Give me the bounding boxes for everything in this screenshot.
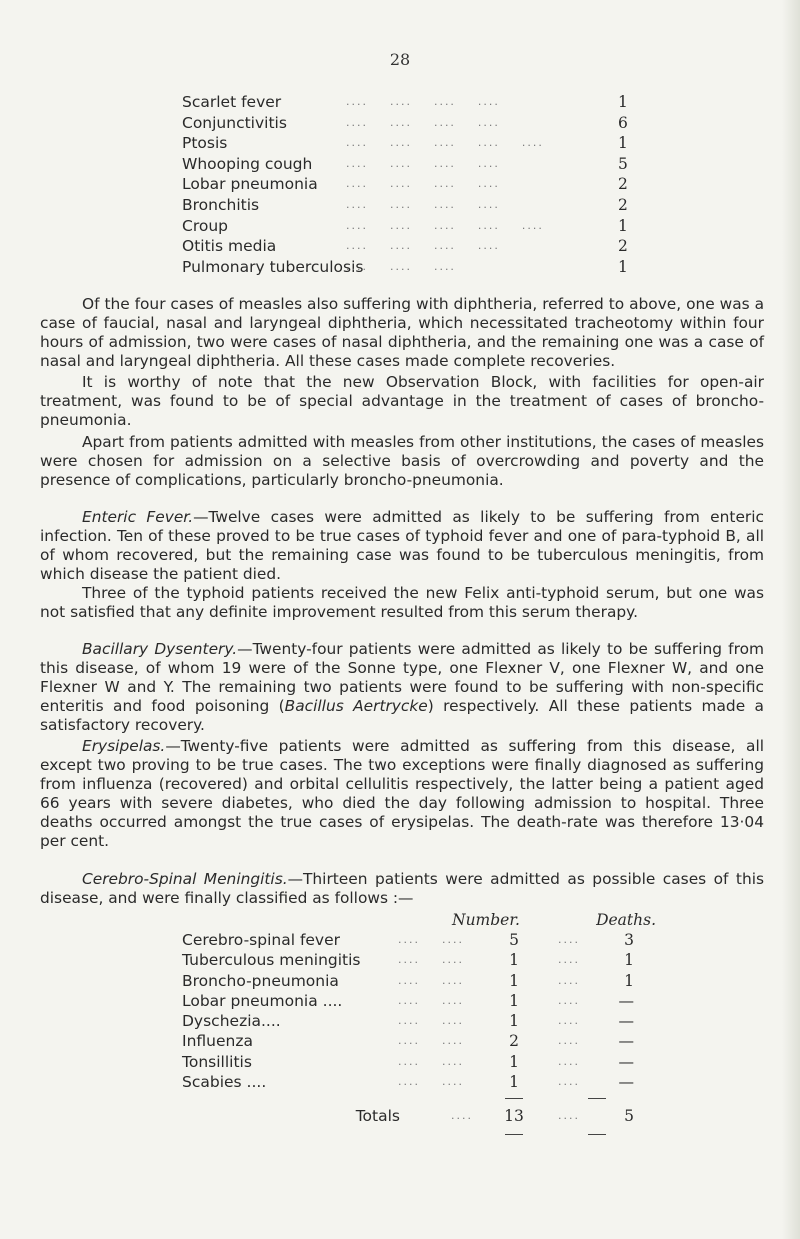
table-row	[182, 971, 742, 991]
leader-dots: ....	[451, 1109, 473, 1123]
leader-dots: .... .... .... ....	[346, 239, 500, 253]
table-row	[182, 1031, 742, 1051]
leader-dots: .... ....	[398, 933, 464, 946]
list-item	[182, 236, 642, 257]
section-heading-erysipelas: Erysipelas.	[82, 737, 166, 755]
page-edge-shadow	[782, 0, 800, 1239]
paragraph-measles-diphtheria: Of the four cases of measles also suffering with diphtheria, referred to above, one was a case of faucial, nasal and laryngeal diphtheria, which necessitated tracheotomy within four hours of admission, two were cases of nasal diphtheria, and the remaining one was a case of nasal and laryngeal diphtheria. All these cases made complete recoveries.	[40, 295, 764, 370]
leader-dots: ....	[558, 973, 580, 987]
list-item-label: Otitis media	[182, 237, 277, 256]
row-deaths: —	[618, 991, 634, 1010]
totals-number: 13	[504, 1107, 524, 1126]
list-item-value: 2	[618, 175, 628, 194]
row-deaths: —	[618, 1052, 634, 1071]
row-label: Broncho-pneumonia	[182, 971, 339, 990]
list-item	[182, 113, 642, 134]
row-number: 1	[509, 971, 519, 990]
list-item-label: Ptosis	[182, 134, 228, 153]
row-label: Lobar pneumonia ....	[182, 991, 343, 1010]
table-header	[182, 910, 742, 930]
leader-dots: ....	[558, 1014, 580, 1028]
leader-dots: ....	[558, 1034, 580, 1048]
row-label: Influenza	[182, 1032, 253, 1051]
dysentery-text-a: —Twenty-four patients were admitted as likely to be suffering from this disease, of whom 19 were of the Sonne type, one Flexner V, one Flexner W, and one Flexner W and Y. The remaining two patients were found to be suffering with non-specific enteritis and food poisoning (	[40, 640, 764, 715]
table-row	[182, 991, 742, 1011]
paragraph-typhoid-serum: Three of the typhoid patients received the new Felix anti-typhoid serum, but one was not satisfied that any definite improvement resulted from this serum therapy.	[40, 584, 764, 621]
rule-row-bottom	[182, 1128, 742, 1142]
list-item-value: 1	[618, 93, 628, 111]
totals-label: Totals	[355, 1107, 400, 1126]
leader-dots: .... ....	[398, 1034, 464, 1048]
leader-dots: .... ....	[398, 973, 464, 987]
paragraph-erysipelas	[40, 737, 764, 850]
table-row	[182, 930, 742, 950]
leader-dots: .... ....	[398, 953, 464, 967]
divider-rule	[505, 1134, 523, 1142]
leader-dots: .... .... ....	[346, 259, 456, 273]
leader-dots: .... .... .... ....	[346, 156, 500, 170]
list-item	[182, 257, 642, 278]
list-item	[182, 92, 642, 113]
paragraph-bacillary-dysentery	[40, 640, 764, 735]
list-item	[182, 216, 642, 237]
table-row	[182, 950, 742, 970]
paragraph-observation-block: It is worthy of note that the new Observation Block, with facilities for open-air treatment, was found to be of special advantage in the treatment of cases of broncho-pneumonia.	[40, 373, 764, 429]
row-number: 1	[509, 1012, 519, 1031]
row-number: 1	[509, 951, 519, 970]
list-item-label: Croup	[182, 216, 229, 235]
list-item-value: 1	[618, 257, 628, 276]
list-item	[182, 174, 642, 195]
list-item-label: Scarlet fever	[182, 93, 282, 111]
paragraph-cerebro-spinal-meningitis	[40, 870, 764, 908]
row-number: 1	[509, 991, 519, 1010]
row-number: 5	[509, 931, 519, 949]
list-item	[182, 195, 642, 216]
leader-dots: .... .... .... ....	[346, 95, 500, 108]
section-heading-cerebro-spinal-meningitis: Cerebro-Spinal Meningitis.	[82, 870, 288, 888]
divider-rule	[588, 1134, 606, 1142]
enteric-fever-text: —Twelve cases were admitted as likely to be suffering from enteric infection. Ten of these proved to be true cases of typhoid fever and one of para-typhoid B, all of whom recovered, but the remaining case was found to be tuberculous meningitis, from which disease the patient died.	[40, 508, 764, 583]
table-row	[182, 1052, 742, 1072]
section-heading-enteric-fever: Enteric Fever.	[82, 508, 194, 526]
list-item-label: Pulmonary tuberculosis	[182, 257, 364, 276]
dysentery-text-b: ) respectively. All these patients made a satisfactory recovery.	[40, 696, 764, 734]
list-item-label: Lobar pneumonia	[182, 175, 318, 194]
disease-list	[182, 92, 642, 277]
list-item-value: 6	[618, 113, 628, 132]
meningitis-classification-table	[182, 910, 742, 1142]
header-deaths: Deaths.	[596, 911, 656, 929]
leader-dots: ....	[558, 933, 580, 946]
csm-text: —Thirteen patients were admitted as possible cases of this disease, and were finally classified as follows :—	[40, 870, 765, 907]
erysipelas-text: —Twenty-five patients were admitted as suffering from this disease, all except two proving to be true cases. The two exceptions were finally diagnosed as suffering from influenza (recovered) and orbital cellulitis respectively, the latter being a patient aged 66 years with severe diabetes, who died the day following admission to hospital. Three deaths occurred amongst the true cases of erysipelas. The death-rate was therefore 13·04 per cent.	[40, 737, 764, 850]
leader-dots: ....	[558, 1109, 580, 1123]
paragraph-enteric-fever	[40, 508, 764, 584]
list-item	[182, 154, 642, 175]
header-number: Number.	[452, 911, 520, 929]
leader-dots: ....	[558, 993, 580, 1007]
leader-dots: .... .... .... .... ....	[346, 218, 544, 232]
row-label: Scabies ....	[182, 1073, 267, 1092]
row-number: 2	[509, 1032, 519, 1051]
table-row	[182, 1011, 742, 1031]
table-row	[182, 1072, 742, 1092]
list-item-label: Conjunctivitis	[182, 113, 287, 132]
leader-dots: .... .... .... ....	[346, 177, 500, 191]
rule-row-top	[182, 1092, 742, 1106]
row-label: Dyschezia....	[182, 1012, 281, 1031]
divider-rule	[505, 1098, 523, 1106]
row-deaths: 1	[624, 951, 634, 970]
row-deaths: —	[618, 1073, 634, 1092]
leader-dots: .... ....	[398, 993, 464, 1007]
list-item-label: Bronchitis	[182, 195, 260, 214]
totals-row	[182, 1106, 742, 1128]
leader-dots: .... ....	[398, 1075, 464, 1089]
list-item-value: 1	[618, 134, 628, 153]
row-deaths: 1	[624, 971, 634, 990]
page-number: 28	[389, 50, 411, 69]
section-heading-bacillary-dysentery: Bacillary Dysentery.	[82, 640, 238, 658]
leader-dots: .... .... .... ....	[346, 115, 500, 129]
row-label: Cerebro-spinal fever	[182, 931, 341, 949]
leader-dots: ....	[558, 1054, 580, 1068]
totals-deaths: 5	[624, 1107, 634, 1126]
row-label: Tonsillitis	[182, 1052, 252, 1071]
list-item-value: 2	[618, 237, 628, 256]
leader-dots: .... .... .... ....	[346, 197, 500, 211]
list-item-label: Whooping cough	[182, 154, 313, 173]
row-deaths: 3	[624, 931, 634, 949]
dysentery-organism: Bacillus Aertrycke	[284, 696, 428, 715]
row-deaths: —	[618, 1032, 634, 1051]
row-deaths: —	[618, 1012, 634, 1031]
leader-dots: .... .... .... .... ....	[346, 136, 544, 150]
list-item-value: 2	[618, 195, 628, 214]
paragraph-selection-basis: Apart from patients admitted with measles from other institutions, the cases of measles were chosen for admission on a selective basis of overcrowding and poverty and the presence of complications, particularly broncho-pneumonia.	[40, 433, 764, 489]
row-label: Tuberculous meningitis	[182, 951, 361, 970]
list-item-value: 5	[618, 154, 628, 173]
list-item	[182, 133, 642, 154]
divider-rule	[588, 1098, 606, 1106]
leader-dots: .... ....	[398, 1054, 464, 1068]
leader-dots: .... ....	[398, 1014, 464, 1028]
leader-dots: ....	[558, 953, 580, 967]
leader-dots: ....	[558, 1075, 580, 1089]
list-item-value: 1	[618, 216, 628, 235]
row-number: 1	[509, 1052, 519, 1071]
row-number: 1	[509, 1073, 519, 1092]
